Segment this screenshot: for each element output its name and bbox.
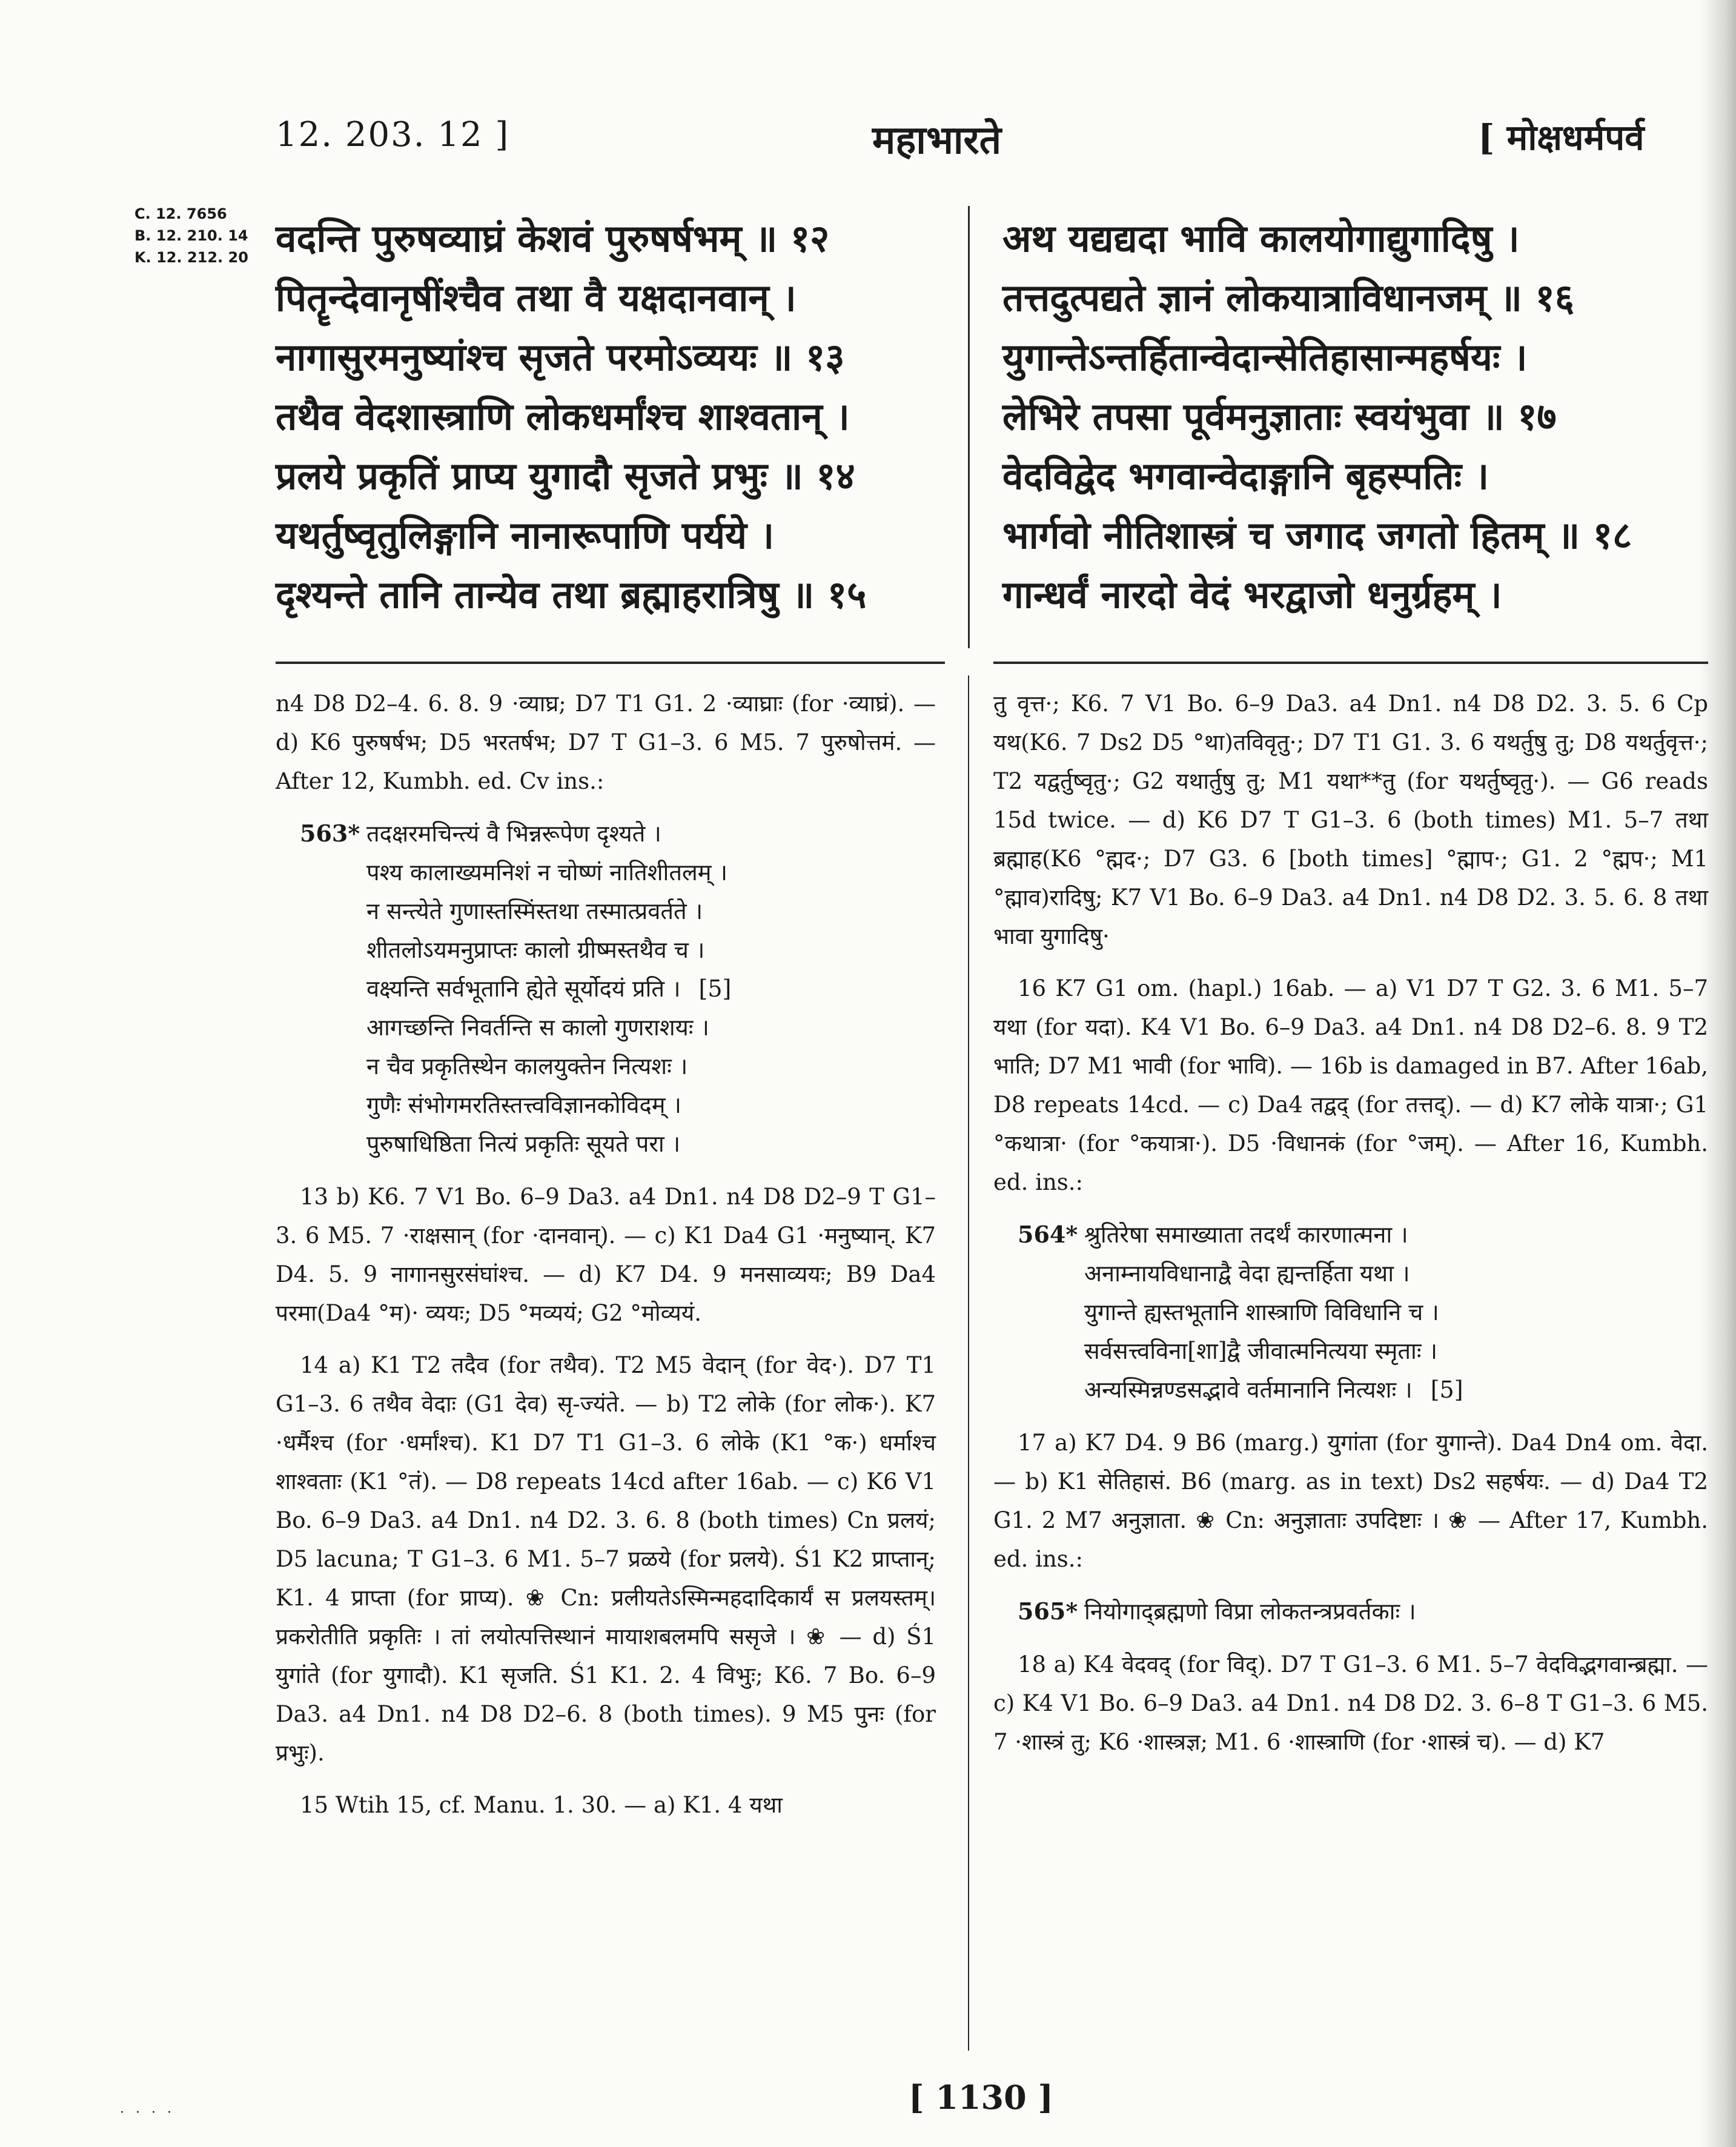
book-title: महाभारते <box>872 118 1002 163</box>
verse-line: नागासुरमनुष्यांश्च सृजते परमोऽव्ययः ॥ १३ <box>276 335 845 379</box>
concordance-c: C. 12. 7656 <box>134 205 227 222</box>
line-marker: [5] <box>698 975 732 1002</box>
scan-specks: · · · · <box>120 2105 175 2120</box>
insertion-number: 565* <box>1018 1598 1078 1625</box>
verse-line: पितॄन्देवानृषींश्चैव तथा वै यक्षदानवान् । <box>276 276 797 320</box>
apparatus-right <box>993 685 1708 1775</box>
concordance-b: B. 12. 210. 14 <box>134 227 248 244</box>
verse-line: वदन्ति पुरुषव्याघ्रं केशवं पुरुषर्षभम् ॥ १२ <box>276 216 830 260</box>
note-paragraph: 13 b) K6. 7 V1 Bo. 6–9 Da3. a4 Dn1. n4 D8 D2–9 T G1–3. 6 M5. 7 ·राक्षसान् (for ·दानवान्). — c) K1 Da4 G1 ·मनुष्यान्. K7 D4. 5. 9 नागानसुरसंघांश्च. — d) K7 D4. 9 मनसाव्ययः; B9 Da4 परमा(Da4 °म)· व्ययः; D5 °मव्ययं; G2 °मोव्ययं. <box>276 1184 936 1326</box>
insertion-line: न चैव प्रकृतिस्थेन कालयुक्तेन नित्यशः । <box>366 1053 688 1080</box>
text-apparatus-rule-left <box>276 662 945 664</box>
page-number: [ 1130 ] <box>909 2078 1053 2117</box>
verse-line: युगान्तेऽन्तर्हितान्वेदान्सेतिहासान्महर्षयः । <box>1002 335 1528 379</box>
note-paragraph: n4 D8 D2–4. 6. 8. 9 ·व्याघ्र; D7 T1 G1. 2 ·व्याघ्राः (for ·व्याघ्रं). — d) K6 पुरुषर्षभ; D5 भरतर्षभ; D7 T G1–3. 6 M5. 7 पुरुषोत्तमं. — After 12, Kumbh. ed. Cv ins.: <box>276 691 936 794</box>
insertion-line: नियोगाद्ब्रह्मणो विप्रा लोकतन्त्रप्रवर्तकाः । <box>1084 1598 1416 1625</box>
note-paragraph: 15 Wtih 15, cf. Manu. 1. 30. — a) K1. 4 यथा <box>300 1792 783 1818</box>
note-paragraph: 17 a) K7 D4. 9 B6 (marg.) युगांता (for युगान्ते). Da4 Dn4 om. वेदा. — b) K1 सेतिहासं. B6 (marg. as in text) Ds2 सहर्षयः. — d) Da4 T2 G1. 2 M7 अनुज्ञाता. ❀ Cn: अनुज्ञाताः उपदिष्टाः । ❀ — After 17, Kumbh. ed. ins.: <box>993 1430 1708 1572</box>
insertion-line: न सन्त्येते गुणास्तस्मिंस्तथा तस्मात्प्रवर्तते । <box>366 898 703 924</box>
insertion-line: युगान्ते ह्यस्तभूतानि शास्त्राणि विविधानि च । <box>1084 1299 1439 1326</box>
verse-column-right <box>1002 209 1705 625</box>
concordance-k: K. 12. 212. 20 <box>134 249 248 266</box>
section-title: [ मोक्षधर्मपर्व <box>1478 117 1645 158</box>
insertion-line: अन्यस्मिन्नण्डसद्भावे वर्तमानानि नित्यशः । <box>1084 1376 1413 1403</box>
line-marker: [5] <box>1430 1376 1463 1403</box>
verse-line: लेभिरे तपसा पूर्वमनुज्ञाताः स्वयंभुवा ॥ १७ <box>1002 394 1557 439</box>
insertion-line: वक्ष्यन्ति सर्वभूतानि ह्येते सूर्योदयं प्रति । <box>366 975 681 1002</box>
verse-line: प्रलये प्रकृतिं प्राप्य युगादौ सृजते प्रभुः ॥ १४ <box>276 454 855 498</box>
concordance <box>134 203 248 268</box>
insertion-line: अनाम्नायविधानाद्वै वेदा ह्यन्तर्हिता यथा । <box>1084 1260 1410 1287</box>
note-paragraph: 14 a) K1 T2 तदैव (for तथैव). T2 M5 वेदान् (for वेद·). D7 T1 G1–3. 6 तथैव वेदाः (G1 देव) सृ-ज्यंते. — b) T2 लोके (for लोक·). K7 ·धर्मैश्च (for ·धर्मांश्च). K1 D7 T1 G1–3. 6 लोके (K1 °क·) धर्माश्च शाश्वताः (K1 °तं). — D8 repeats 14cd after 16ab. — c) K6 V1 Bo. 6–9 Da3. a4 Dn1. n4 D2. 3. 6. 8 (both times) Cn प्रलयं; D5 lacuna; T G1–3. 6 M1. 5–7 प्रळये (for प्रलये). Ś1 K2 प्राप्तान्; K1. 4 प्राप्ता (for प्राप्य). ❀ Cn: प्रलीयतेऽस्मिन्महदादिकार्यं स प्रलयस्तम्। प्रकरोतीति प्रकृतिः । तां लयोत्पत्तिस्थानं मायाशबलमपि ससृजे । ❀ — d) Ś1 युगांते (for युगादौ). K1 सृजति. Ś1 K1. 2. 4 विभुः; K6. 7 Bo. 6–9 Da3. a4 Dn1. n4 D8 D2–6. 8 (both times). 9 M5 पुनः (for प्रभुः). <box>276 1352 936 1766</box>
text-apparatus-rule-right <box>993 662 1708 664</box>
verse-line: अथ यद्यद्यदा भावि कालयोगाद्युगादिषु । <box>1002 216 1520 260</box>
insertion-line: पश्य कालाख्यमनिशं न चोष्णं नातिशीतलम् । <box>366 859 728 886</box>
insertion-number: 563* <box>300 820 360 847</box>
insertion-line: सर्वसत्त्वविना[शा]द्वै जीवात्मनित्यया स्मृताः । <box>1084 1338 1437 1364</box>
insertion-565 <box>993 1592 1708 1631</box>
insertion-line: तदक्षरमचिन्त्यं वै भिन्नरूपेण दृश्यते । <box>366 820 661 847</box>
verse-column-left <box>276 209 948 625</box>
apparatus-left <box>276 685 936 1838</box>
insertion-563 <box>276 814 936 1163</box>
insertion-number: 564* <box>1018 1221 1078 1248</box>
insertion-line: श्रुतिरेषा समाख्याता तदर्थं कारणात्मना । <box>1084 1221 1408 1248</box>
column-divider-bottom <box>968 675 969 2051</box>
verse-line: गान्धर्वं नारदो वेदं भरद्वाजो धनुर्ग्रहम् । <box>1002 572 1502 617</box>
running-reference: 12. 203. 12 ] <box>276 115 510 154</box>
column-divider-top <box>968 206 970 648</box>
insertion-line: आगच्छन्ति निवर्तन्ति स कालो गुणराशयः । <box>366 1014 709 1041</box>
insertion-564 <box>993 1215 1708 1409</box>
note-paragraph: तु वृत्त·; K6. 7 V1 Bo. 6–9 Da3. a4 Dn1. n4 D8 D2. 3. 5. 6 Cp यथ(K6. 7 Ds2 D5 °था)तविवृतु·; D7 T1 G1. 3. 6 यथर्तुषु तु; D8 यथर्तुवृत्त·; T2 यद्वर्तुष्वृतु·; G2 यथार्तुषु तु; M1 यथा**तु (for यथर्तुष्वृतु·). — G6 reads 15d twice. — d) K6 D7 T G1–3. 6 (both times) M1. 5–7 तथा ब्रह्माह(K6 °ह्मद·; D7 G3. 6 [both times] °ह्माप·; G1. 2 °ह्मप·; M1 °ह्माव)रादिषु; K7 V1 Bo. 6–9 Da3. a4 Dn1. n4 D8 D2. 3. 5. 6. 8 तथा भावा युगादिषु· <box>993 691 1708 949</box>
insertion-line: गुणैः संभोगमरतिस्तत्त्वविज्ञानकोविदम् । <box>366 1092 681 1118</box>
verse-line: दृश्यन्ते तानि तान्येव तथा ब्रह्माहरात्रिषु ॥ १५ <box>276 572 867 617</box>
verse-line: तत्तदुत्पद्यते ज्ञानं लोकयात्राविधानजम् ॥ १६ <box>1002 276 1574 320</box>
verse-line: भार्गवो नीतिशास्त्रं च जगाद जगतो हितम् ॥ १८ <box>1002 513 1632 557</box>
insertion-line: शीतलोऽयमनुप्राप्तः कालो ग्रीष्मस्तथैव च । <box>366 937 705 963</box>
note-paragraph: 18 a) K4 वेदवद् (for विद्). D7 T G1–3. 6 M1. 5–7 वेदविद्भगवान्ब्रह्मा. — c) K4 V1 Bo. 6–9 Da3. a4 Dn1. n4 D8 D2. 3. 6–8 T G1–3. 6 M5. 7 ·शास्त्रं तु; K6 ·शास्त्रज्ञ; M1. 6 ·शास्त्राणि (for ·शास्त्रं च). — d) K7 <box>993 1651 1708 1755</box>
verse-line: तथैव वेदशास्त्राणि लोकधर्मांश्च शाश्वतान् । <box>276 394 850 439</box>
note-paragraph: 16 K7 G1 om. (hapl.) 16ab. — a) V1 D7 T G2. 3. 6 M1. 5–7 यथा (for यदा). K4 V1 Bo. 6–9 Da3. a4 Dn1. n4 D8 D2–6. 8. 9 T2 भाति; D7 M1 भावी (for भावि). — 16b is damaged in B7. After 16ab, D8 repeats 14cd. — c) Da4 तद्वद् (for तत्तद्). — d) K7 लोके यात्रा·; G1 °कथात्रा· (for °कयात्रा·). D5 ·विधानकं (for °जम्). — After 16, Kumbh. ed. ins.: <box>993 975 1708 1195</box>
verse-line: वेदविद्वेद भगवान्वेदाङ्गानि बृहस्पतिः । <box>1002 454 1489 498</box>
insertion-line: पुरुषाधिष्ठिता नित्यं प्रकृतिः सूयते परा । <box>366 1130 681 1157</box>
verse-line: यथर्तुष्वृतुलिङ्गानि नानारूपाणि पर्यये । <box>276 513 775 557</box>
